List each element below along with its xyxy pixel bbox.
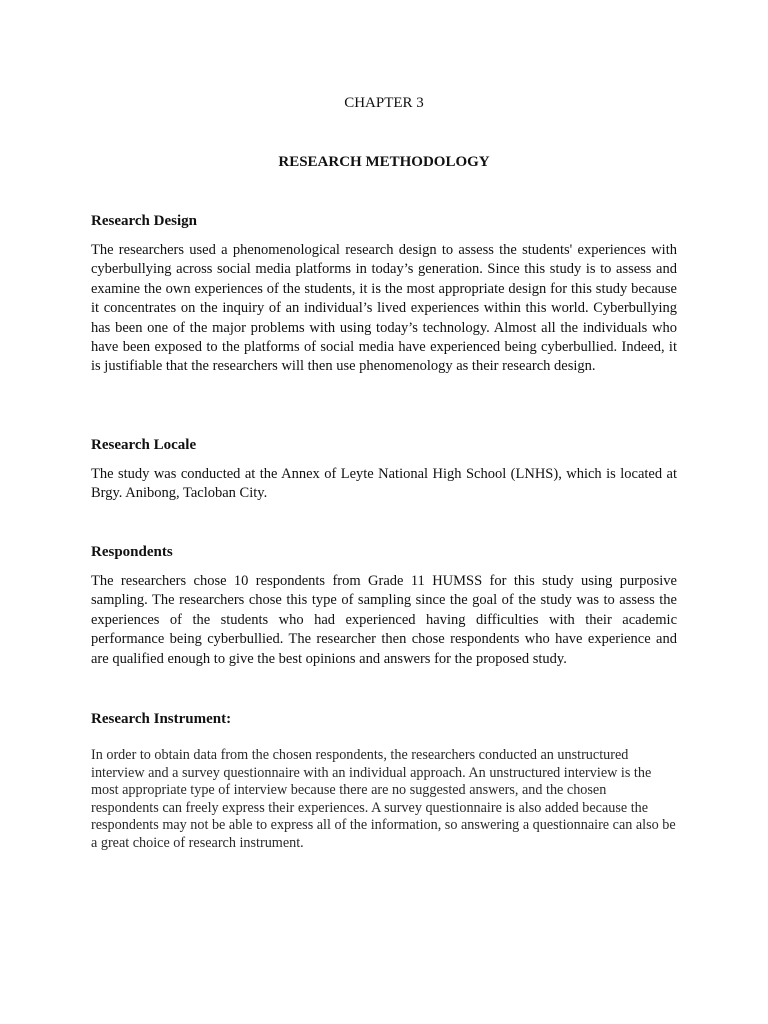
section-body: In order to obtain data from the chosen respondents, the researchers conducted an unstructured interview and a survey questionnaire with an individual approach. An unstructured interview is the most appropriate type of interview because there are no suggested answers, and the chosen respondents can freely express their experiences. A survey questionnaire is also added because the respondents may not be able to express all of the information, so answering a questionnaire can also be a great choice of research instrument.: [91, 747, 676, 851]
section-body: The researchers used a phenomenological research design to assess the students' experiences with cyberbullying across social media platforms in today’s generation. Since this study is to assess and examine the own experiences of the students, it is the most appropriate design for this study because it concentrates on the inquiry of an individual’s lived experiences within this world. Cyberbullying has been one of the major problems with using today’s technology. Almost all the individuals who have been exposed to the platforms of social media have experienced being cyberbullied. Indeed, it is justifiable that the researchers will then use phenomenology as their research design.: [91, 242, 677, 375]
section-respondents: [91, 542, 677, 669]
chapter-title: RESEARCH METHODOLOGY: [278, 154, 490, 170]
section-heading: Research Locale: [91, 437, 197, 453]
section-heading: Research Instrument:: [91, 711, 232, 727]
section-research-locale: [91, 435, 677, 504]
section-research-design: [91, 211, 677, 377]
section-heading: Respondents: [91, 544, 173, 560]
chapter-label: CHAPTER 3: [344, 95, 424, 111]
section-research-instrument: [91, 709, 677, 853]
section-body: The researchers chose 10 respondents from Grade 11 HUMSS for this study using purposive sampling. The researchers chose this type of sampling since the goal of the study was to assess the experiences of the students who had experienced having difficulties with their academic performance being cyberbullied. The researcher then chose respondents who have experience and are qualified enough to give the best opinions and answers for the proposed study.: [91, 573, 677, 667]
section-heading: Research Design: [91, 213, 197, 229]
section-body: The study was conducted at the Annex of Leyte National High School (LNHS), which is located at Brgy. Anibong, Tacloban City.: [91, 466, 677, 502]
